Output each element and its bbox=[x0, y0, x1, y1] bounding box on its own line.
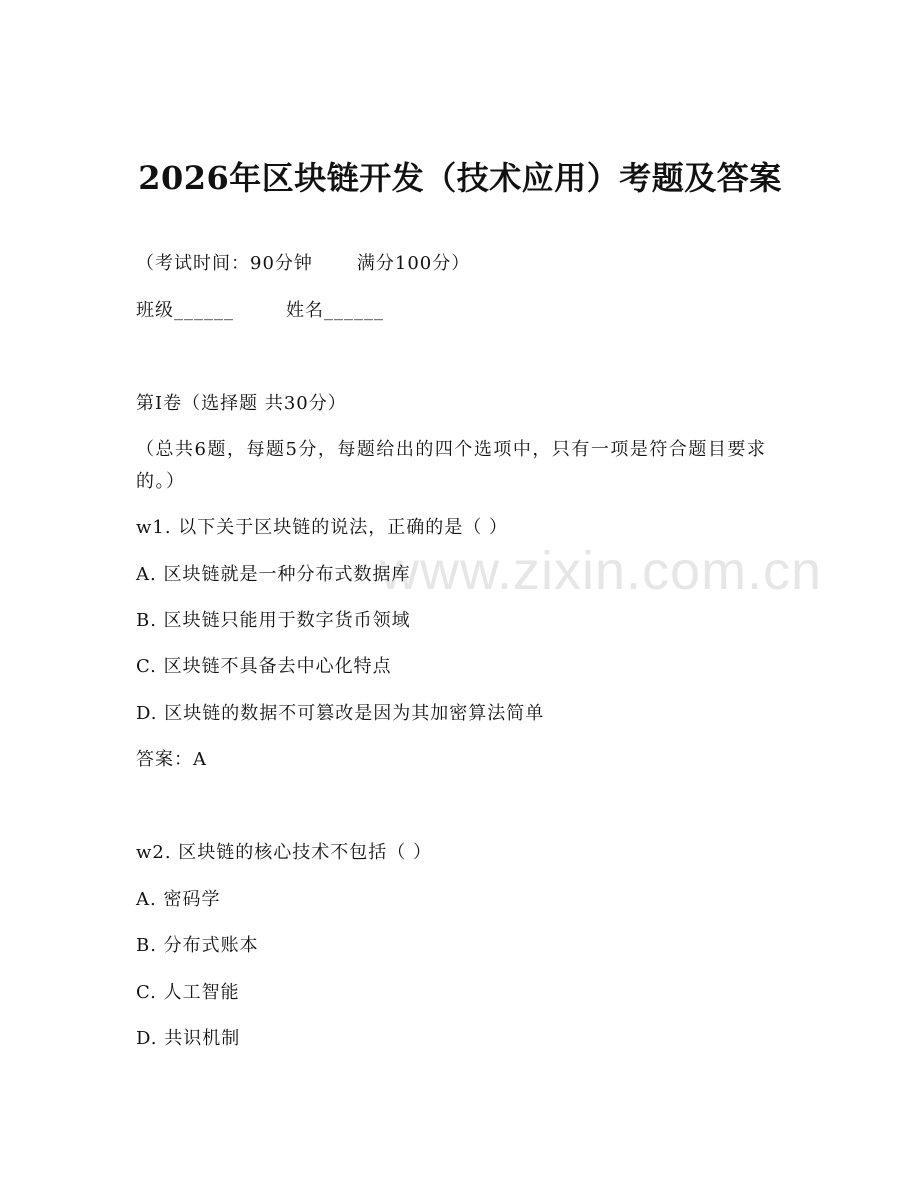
option-c: C. 人工智能 bbox=[136, 982, 240, 1003]
student-fields bbox=[136, 297, 384, 325]
option-b: B. 区块链只能用于数字货币领域 bbox=[136, 610, 411, 631]
question-stem: w2. 区块链的核心技术不包括（ ） bbox=[136, 842, 433, 863]
option-d: D. 共识机制 bbox=[136, 1028, 241, 1049]
question-stem: w1. 以下关于区块链的说法，正确的是（ ） bbox=[136, 517, 509, 538]
name-field: 姓名______ bbox=[286, 300, 384, 321]
section-heading: 第I卷（选择题 共30分） bbox=[136, 393, 347, 414]
option-d: D. 区块链的数据不可篡改是因为其加密算法简单 bbox=[136, 703, 545, 724]
watermark: www.zixin.com.cn bbox=[380, 541, 823, 601]
class-field: 班级______ bbox=[136, 300, 234, 321]
option-b: B. 分布式账本 bbox=[136, 935, 259, 956]
option-c: C. 区块链不具备去中心化特点 bbox=[136, 656, 392, 677]
exam-time: （考试时间：90分钟 bbox=[136, 253, 313, 274]
answer: 答案：A bbox=[136, 749, 207, 770]
section-instructions: （总共6题，每题5分，每题给出的四个选项中，只有一项是符合题目要求的。） bbox=[136, 439, 767, 492]
option-a: A. 区块链就是一种分布式数据库 bbox=[136, 564, 411, 585]
exam-score: 满分100分） bbox=[356, 253, 471, 274]
exam-info bbox=[136, 250, 470, 278]
page-title: 2026年区块链开发（技术应用）考题及答案 bbox=[138, 159, 782, 197]
option-a: A. 密码学 bbox=[136, 889, 221, 910]
